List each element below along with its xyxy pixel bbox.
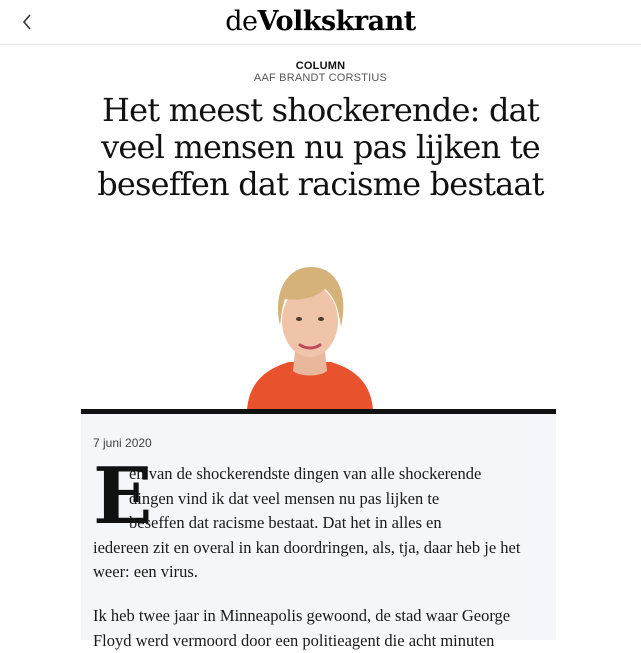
paragraph-2: Ik heb twee jaar in Minneapolis gewoond, de stad waar George Floyd werd vermoord door een politieagent die acht minuten (93, 606, 511, 650)
paragraph-1-line-3: beseffen dat racisme bestaat. Dat het in alles en (129, 513, 442, 532)
author-portrait (245, 255, 375, 410)
top-bar (0, 0, 641, 45)
article-headline: Het meest shockerende: dat veel mensen nu pas lijken te beseffen dat racisme bestaat (97, 91, 544, 203)
author-name[interactable]: AAF BRANDT CORSTIUS (253, 72, 388, 84)
paragraph-1 (93, 451, 545, 585)
paragraph-1-rest: iedereen zit en overal in kan doordringen, als, tja, daar heb je het weer: een virus. (93, 537, 521, 581)
volkskrant-logo[interactable]: deVolkskrant (225, 6, 416, 37)
paragraph-1-line-1: en van de shockerendste dingen van alle shockerende (129, 464, 482, 483)
publish-date: 7 juni 2020 (93, 436, 152, 450)
article-body (81, 409, 556, 650)
section-label[interactable]: COLUMN (295, 60, 346, 72)
paragraph-1-line-2: dingen vind ik dat veel mensen nu pas lijken te (129, 488, 440, 508)
drop-cap: E (93, 451, 153, 542)
